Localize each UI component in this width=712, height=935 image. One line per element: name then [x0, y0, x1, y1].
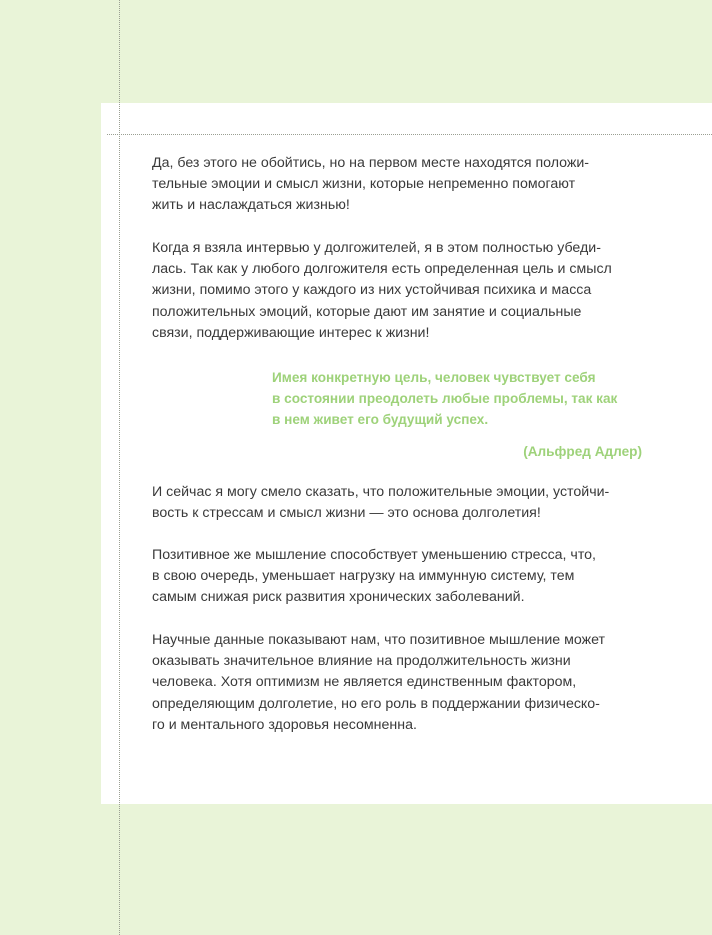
- quote-line: в нем живет его будущий успех.: [272, 412, 489, 428]
- paragraph-line: Да, без этого не обойтись, но на первом месте находятся положи-: [152, 155, 590, 171]
- paragraph-line: Позитивное же мышление способствует уменьшению стресса, что,: [152, 547, 596, 563]
- paragraph-line: в свою очередь, уменьшает нагрузку на иммунную систему, тем: [152, 568, 575, 585]
- paragraph-line: Научные данные показывают нам, что позитивное мышление может: [152, 632, 606, 648]
- paragraph-2: [152, 238, 652, 344]
- paragraph-line: человека. Хотя оптимизм не является единственным фактором,: [152, 674, 577, 691]
- vertical-guide-line: [119, 0, 120, 935]
- paragraph-line: И сейчас я могу смело сказать, что положительные эмоции, устойчи-: [152, 484, 610, 500]
- paragraph-line: Когда я взяла интервью у долгожителей, я в этом полностью убеди-: [152, 240, 601, 256]
- paragraph-line: лась. Так как у любого долгожителя есть определенная цель и смысл: [152, 261, 612, 278]
- horizontal-guide-line: [107, 134, 712, 135]
- paragraph-line: определяющим долголетие, но его роль в поддержании физическо-: [152, 695, 600, 712]
- paragraph-line: го и ментального здоровья несомненна.: [152, 716, 417, 733]
- paragraph-line: жизни, помимо этого у каждого из них устойчивая психика и масса: [152, 282, 592, 299]
- quote-line: в состоянии преодолеть любые проблемы, так как: [272, 391, 618, 407]
- paragraph-4: [152, 545, 652, 609]
- paragraph-line: тельные эмоции и смысл жизни, которые непременно помогают: [152, 176, 576, 193]
- quote-author: (Альфред Адлер): [523, 444, 642, 459]
- paragraph-line: жить и наслаждаться жизнью!: [152, 197, 350, 214]
- paragraph-3: [152, 482, 652, 524]
- paragraph-5: [152, 630, 652, 736]
- paragraph-line: связи, поддерживающие интерес к жизни!: [152, 324, 430, 341]
- quote-line: Имея конкретную цель, человек чувствует себя: [272, 370, 596, 385]
- paragraph-line: положительных эмоций, которые дают им занятие и социальные: [152, 303, 582, 320]
- quote: [272, 367, 652, 431]
- paragraph-1: [152, 153, 652, 217]
- paragraph-line: самым снижая риск развития хронических заболеваний.: [152, 589, 525, 606]
- paragraph-line: вость к стрессам и смысл жизни — это основа долголетия!: [152, 505, 541, 522]
- paragraph-line: оказывать значительное влияние на продолжительность жизни: [152, 653, 571, 670]
